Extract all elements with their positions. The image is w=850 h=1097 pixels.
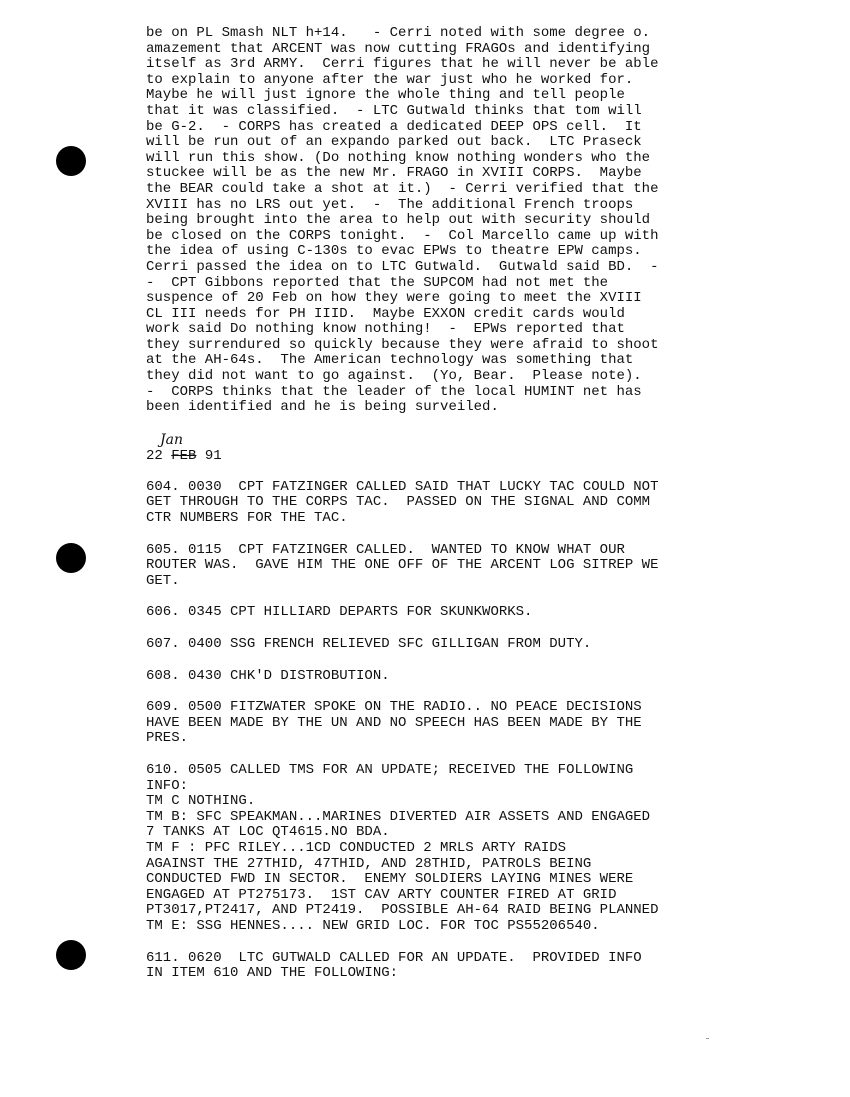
narrative-line: the BEAR could take a shot at it.) - Cerri verified that the bbox=[146, 180, 659, 197]
narrative-line: itself as 3rd ARMY. Cerri figures that he will never be able bbox=[146, 56, 659, 73]
narrative-line: amazement that ARCENT was now cutting FRAGOs and identifying bbox=[146, 40, 651, 57]
narrative-line: being brought into the area to help out with security should bbox=[146, 212, 651, 229]
log-entry bbox=[146, 763, 746, 935]
binder-hole-bottom bbox=[56, 940, 86, 970]
date-day: 22 bbox=[146, 447, 163, 464]
date-month-struck: FEB bbox=[171, 447, 197, 464]
log-entry-line: 606. 0345 CPT HILLIARD DEPARTS FOR SKUNKWORKS. bbox=[146, 604, 533, 621]
log-entry-line: ROUTER WAS. GAVE HIM THE ONE OFF OF THE ARCENT LOG SITREP WE bbox=[146, 557, 659, 574]
log-entry bbox=[146, 700, 746, 747]
log-entry-line: CTR NUMBERS FOR THE TAC. bbox=[146, 510, 348, 527]
narrative-line: at the AH-64s. The American technology was something that bbox=[146, 352, 634, 369]
log-entry bbox=[146, 543, 746, 590]
log-entry bbox=[146, 669, 746, 685]
log-entry bbox=[146, 605, 746, 621]
log-entry-line: IN ITEM 610 AND THE FOLLOWING: bbox=[146, 965, 399, 982]
narrative-line: stuckee will be as the new Mr. FRAGO in XVIII CORPS. Maybe bbox=[146, 165, 642, 182]
log-entry-line: 605. 0115 CPT FATZINGER CALLED. WANTED TO KNOW WHAT OUR bbox=[146, 541, 625, 558]
log-entry-line: PRES. bbox=[146, 730, 189, 747]
binder-hole-middle bbox=[56, 543, 86, 573]
log-entry-line: 604. 0030 CPT FATZINGER CALLED SAID THAT LUCKY TAC COULD NOT bbox=[146, 478, 659, 495]
narrative-line: they did not want to go against. (Yo, Bear. Please note). bbox=[146, 368, 642, 385]
log-entry-line: CONDUCTED FWD IN SECTOR. ENEMY SOLDIERS LAYING MINES WERE bbox=[146, 871, 634, 888]
log-entry-line: PT3017,PT2417, AND PT2419. POSSIBLE AH-64 RAID BEING PLANNED bbox=[146, 902, 659, 919]
narrative-line: suspence of 20 Feb on how they were going to meet the XVIII bbox=[146, 290, 642, 307]
narrative-line: CL III needs for PH IIID. Maybe EXXON credit cards would bbox=[146, 305, 625, 322]
handwritten-initials: Jan bbox=[160, 431, 183, 448]
log-entry bbox=[146, 951, 746, 982]
log-entry-line: 607. 0400 SSG FRENCH RELIEVED SFC GILLIGAN FROM DUTY. bbox=[146, 636, 592, 652]
log-entry-line: 610. 0505 CALLED TMS FOR AN UPDATE; RECEIVED THE FOLLOWING bbox=[146, 761, 634, 778]
narrative-line: work said Do nothing know nothing! - EPWs reported that bbox=[146, 321, 625, 338]
log-page bbox=[146, 26, 746, 998]
log-entry-line: ENGAGED AT PT275173. 1ST CAV ARTY COUNTER FIRED AT GRID bbox=[146, 886, 617, 903]
narrative-line: be on PL Smash NLT h+14. - Cerri noted with some degree o. bbox=[146, 25, 651, 41]
log-date bbox=[146, 448, 746, 464]
narrative-line: will be run out of an expando parked out back. LTC Praseck bbox=[146, 134, 642, 151]
narrative-line: Maybe he will just ignore the whole thing and tell people bbox=[146, 87, 625, 104]
log-entry-line: HAVE BEEN MADE BY THE UN AND NO SPEECH HAS BEEN MADE BY THE bbox=[146, 714, 642, 731]
log-entry bbox=[146, 637, 746, 653]
narrative-line: be closed on the CORPS tonight. - Col Marcello came up with bbox=[146, 227, 659, 244]
narrative-line: will run this show. (Do nothing know nothing wonders who the bbox=[146, 149, 651, 166]
narrative-line: they surrendured so quickly because they were afraid to shoot bbox=[146, 336, 659, 353]
narrative-line: be G-2. - CORPS has created a dedicated DEEP OPS cell. It bbox=[146, 118, 642, 135]
log-entry-line: TM E: SSG HENNES.... NEW GRID LOC. FOR TOC PS55206540. bbox=[146, 917, 600, 934]
narrative-line: that it was classified. - LTC Gutwald thinks that tom will bbox=[146, 102, 642, 119]
narrative-line: - CORPS thinks that the leader of the local HUMINT net has bbox=[146, 383, 642, 400]
log-entry bbox=[146, 480, 746, 527]
log-entry-line: TM C NOTHING. bbox=[146, 793, 256, 810]
log-entry-line: TM F : PFC RILEY...1CD CONDUCTED 2 MRLS ARTY RAIDS bbox=[146, 839, 567, 856]
date-year: 91 bbox=[204, 447, 222, 464]
narrative-paragraph bbox=[146, 26, 746, 416]
log-entry-line: GET. bbox=[146, 572, 180, 589]
log-entries bbox=[146, 480, 746, 982]
narrative-line: to explain to anyone after the war just who he worked for. bbox=[146, 71, 634, 88]
log-entry-line: 7 TANKS AT LOC QT4615.NO BDA. bbox=[146, 824, 390, 841]
narrative-line: the idea of using C-130s to evac EPWs to theatre EPW camps. bbox=[146, 243, 642, 260]
narrative-line: XVIII has no LRS out yet. - The additional French troops bbox=[146, 196, 634, 213]
narrative-line: Cerri passed the idea on to LTC Gutwald. Gutwald said BD. - bbox=[146, 258, 659, 275]
log-entry-line: 608. 0430 CHK'D DISTROBUTION. bbox=[146, 667, 390, 684]
log-entry-line: GET THROUGH TO THE CORPS TAC. PASSED ON THE SIGNAL AND COMM bbox=[146, 494, 651, 511]
log-entry-line: 611. 0620 LTC GUTWALD CALLED FOR AN UPDATE. PROVIDED INFO bbox=[146, 949, 642, 966]
scan-speck bbox=[706, 1038, 709, 1039]
log-entry-line: 609. 0500 FITZWATER SPOKE ON THE RADIO.. NO PEACE DECISIONS bbox=[146, 699, 642, 716]
narrative-line: been identified and he is being surveiled. bbox=[146, 399, 499, 416]
log-entry-line: INFO: bbox=[146, 777, 189, 794]
log-entry-line: TM B: SFC SPEAKMAN...MARINES DIVERTED AIR ASSETS AND ENGAGED bbox=[146, 808, 651, 825]
binder-hole-top bbox=[56, 146, 86, 176]
narrative-line: - CPT Gibbons reported that the SUPCOM had not met the bbox=[146, 274, 609, 291]
log-entry-line: AGAINST THE 27THID, 47THID, AND 28THID, PATROLS BEING bbox=[146, 855, 592, 872]
